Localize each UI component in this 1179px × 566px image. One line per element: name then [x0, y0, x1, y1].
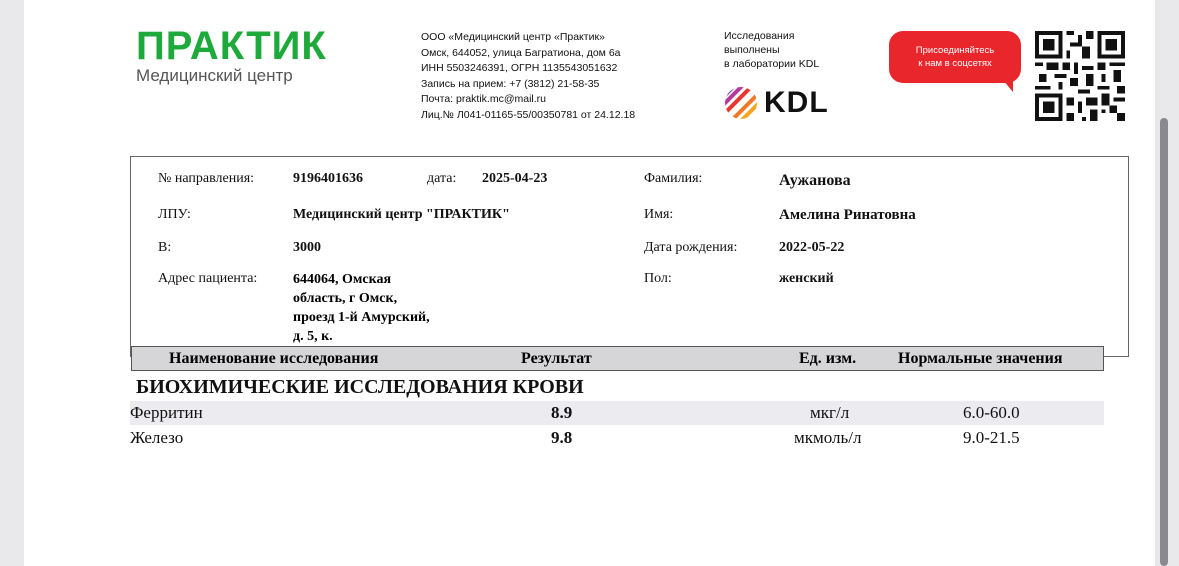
test-result: 8.9 [551, 403, 573, 422]
surname-value: Аужанова [779, 172, 851, 189]
lab-line: выполнены [724, 44, 780, 56]
org-line: Почта: praktik.mc@mail.ru [421, 93, 546, 106]
test-result: 9.8 [551, 428, 573, 447]
social-line: Присоединяйтесь [915, 45, 995, 56]
birth-date-value: 2022-05-22 [779, 240, 845, 255]
date-label: дата: [427, 171, 457, 186]
name-value: Амелина Ринатовна [779, 207, 916, 223]
header-normal-range: Нормальные значения [898, 350, 1063, 367]
test-name: Ферритин [130, 403, 203, 422]
address-label: Адрес пациента: [158, 271, 258, 286]
referral-value: 9196401636 [293, 171, 363, 186]
patient-info-box [130, 156, 1129, 357]
section-title: БИОХИМИЧЕСКИЕ ИССЛЕДОВАНИЯ КРОВИ [136, 376, 584, 398]
test-range: 6.0-60.0 [963, 403, 1020, 422]
lpu-label: ЛПУ: [158, 207, 191, 222]
social-join-button[interactable] [889, 31, 1021, 83]
scrollbar[interactable] [1160, 118, 1168, 566]
sex-label: Пол: [644, 271, 672, 286]
org-line: Запись на прием: +7 (3812) 21-58-35 [421, 77, 600, 90]
kdl-emblem-icon [724, 86, 758, 120]
table-row [130, 401, 1104, 425]
org-line: ИНН 5503246391, ОГРН 1135543051632 [421, 62, 618, 75]
lab-line: в лаборатории KDL [724, 58, 820, 70]
name-label: Имя: [644, 207, 674, 222]
logo-subtitle: Медицинский центр [136, 66, 293, 85]
test-unit: мкг/л [810, 403, 850, 422]
header-unit: Ед. изм. [799, 350, 857, 367]
surname-label: Фамилия: [644, 171, 703, 186]
header-test-name: Наименование исследования [169, 350, 379, 367]
birth-date-label: Дата рождения: [644, 240, 738, 255]
address-value: 644064, Омская область, г Омск, проезд 1-й Амурский, д. 5, к. [293, 272, 430, 344]
org-line: Омск, 644052, улица Багратиона, дом 6а [421, 46, 621, 59]
organization-info [421, 30, 635, 124]
table-row [130, 426, 1104, 450]
header-result: Результат [521, 350, 592, 367]
sex-value: женский [779, 271, 834, 286]
lab-line: Исследования [724, 30, 795, 42]
lpu-value: Медицинский центр "ПРАКТИК" [293, 207, 510, 222]
org-line: Лиц.№ Л041-01165-55/00350781 от 24.12.18 [421, 108, 636, 121]
referral-label: № направления: [158, 171, 255, 186]
test-range: 9.0-21.5 [963, 428, 1020, 447]
org-line: ООО «Медицинский центр «Практик» [421, 31, 605, 43]
kdl-logo [724, 86, 829, 120]
social-line: к нам в соцсетях [918, 58, 992, 69]
date-value: 2025-04-23 [482, 171, 548, 186]
test-name: Железо [130, 428, 184, 447]
results-table-header [131, 346, 1104, 371]
kdl-logo-text: KDL [764, 86, 829, 119]
b-label: В: [158, 240, 172, 255]
test-unit: мкмоль/л [794, 428, 862, 447]
lab-info [724, 29, 819, 71]
praktik-logo: ПРАКТИК [136, 24, 327, 68]
qr-code-icon[interactable] [1034, 31, 1126, 121]
b-value: 3000 [293, 240, 321, 255]
